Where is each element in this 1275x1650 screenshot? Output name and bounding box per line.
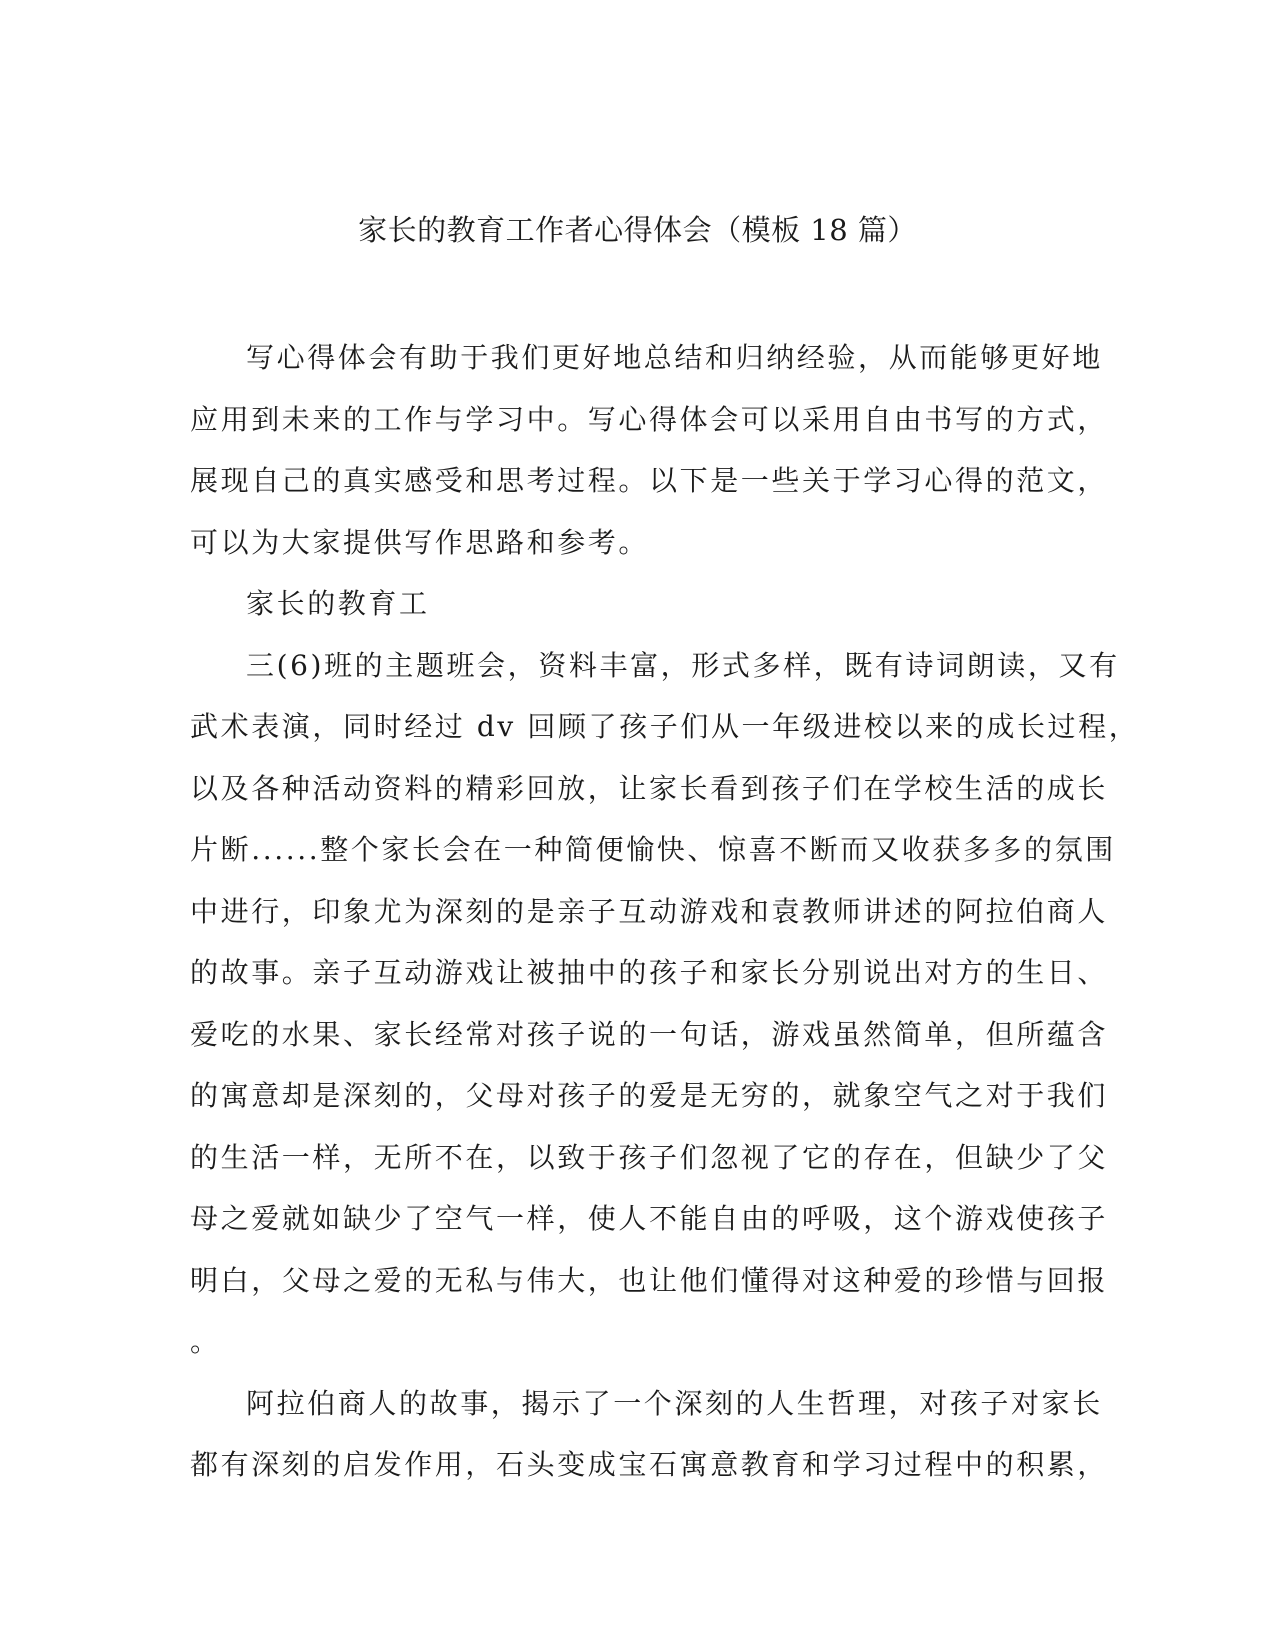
text-line: 写心得体会有助于我们更好地总结和归纳经验，从而能够更好地 <box>246 341 1103 374</box>
text-line: 明白，父母之爱的无私与伟大，也让他们懂得对这种爱的珍惜与回报 <box>190 1263 1109 1297</box>
paragraph-intro <box>190 327 1109 573</box>
text-line: 可以为大家提供写作思路和参考。 <box>190 525 650 559</box>
document-title: 家长的教育工作者心得体会（模板 18 篇） <box>358 213 917 247</box>
text-line: 阿拉伯商人的故事，揭示了一个深刻的人生哲理，对孩子对家长 <box>246 1386 1103 1420</box>
text-line: 三(6)班的主题班会，资料丰富，形式多样，既有诗词朗读，又有 <box>246 648 1120 682</box>
text-line: 的故事。亲子互动游戏让被抽中的孩子和家长分别说出对方的生日、 <box>190 956 1109 989</box>
text-line: 。 <box>190 1325 221 1358</box>
text-line: 以及各种活动资料的精彩回放，让家长看到孩子们在学校生活的成长 <box>190 771 1109 805</box>
paragraph-arab-merchant <box>190 1373 1109 1496</box>
text-line: 都有深刻的启发作用，石头变成宝石寓意教育和学习过程中的积累， <box>190 1448 1109 1481</box>
text-line: 的生活一样，无所不在，以致于孩子们忽视了它的存在，但缺少了父 <box>190 1140 1109 1174</box>
paragraph-class-meeting <box>190 635 1140 1373</box>
text-line: 母之爱就如缺少了空气一样，使人不能自由的呼吸，这个游戏使孩子 <box>190 1202 1109 1235</box>
text-line: 的寓意却是深刻的，父母对孩子的爱是无穷的，就象空气之对于我们 <box>190 1079 1109 1112</box>
document-body <box>190 327 1140 1496</box>
paragraph-subheading <box>190 573 1080 635</box>
text-line: 应用到未来的工作与学习中。写心得体会可以采用自由书写的方式， <box>190 402 1109 436</box>
text-line: 爱吃的水果、家长经常对孩子说的一句话，游戏虽然简单，但所蕴含 <box>190 1017 1109 1051</box>
text-line: 中进行，印象尤为深刻的是亲子互动游戏和袁教师讲述的阿拉伯商人 <box>190 894 1109 928</box>
text-line: 家长的教育工 <box>246 587 430 620</box>
text-line: 武术表演，同时经过 dv 回顾了孩子们从一年级进校以来的成长过程， <box>190 710 1140 743</box>
text-line: 展现自己的真实感受和思考过程。以下是一些关于学习心得的范文， <box>190 464 1109 497</box>
text-line: 片断......整个家长会在一种简便愉快、惊喜不断而又收获多多的氛围 <box>190 833 1116 866</box>
